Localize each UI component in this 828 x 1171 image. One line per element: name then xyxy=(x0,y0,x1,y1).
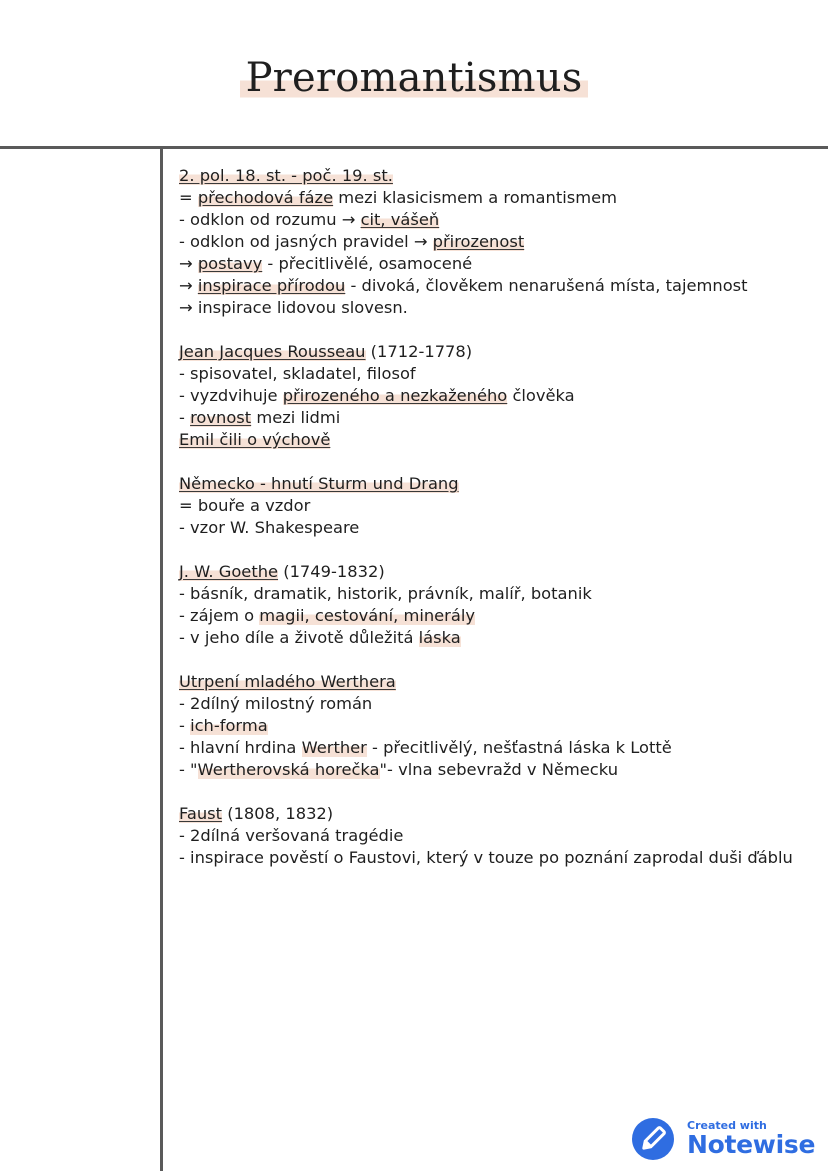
work-heading xyxy=(179,671,819,693)
horizontal-divider xyxy=(0,146,828,149)
highlight-text: postavy xyxy=(197,254,263,273)
work-years: (1808, 1832) xyxy=(222,804,334,823)
note-line xyxy=(179,209,819,231)
author-name: Jean Jacques Rousseau xyxy=(179,342,366,361)
text: - odklon od rozumu → xyxy=(179,210,361,229)
text: "- vlna sebevražd v Německu xyxy=(379,760,619,779)
work-title-text: Emil čili o výchově xyxy=(179,430,331,449)
notes-content xyxy=(179,165,819,869)
note-line: - vzor W. Shakespeare xyxy=(179,518,360,537)
note-line xyxy=(179,253,819,275)
note-line xyxy=(179,605,819,627)
note-line xyxy=(179,627,819,649)
author-name: J. W. Goethe xyxy=(179,562,279,581)
note-line xyxy=(179,275,819,297)
text: - přecitlivělé, osamocené xyxy=(262,254,473,273)
text: - v jeho díle a životě důležitá xyxy=(179,628,419,647)
title-wrap xyxy=(0,50,828,106)
highlight-text: Wertherovská horečka xyxy=(197,760,380,779)
work-name: Faust xyxy=(179,804,223,823)
note-line: - inspirace pověstí o Faustovi, který v touze po poznání zaprodal duši ďáblu xyxy=(179,848,793,867)
highlight-text: přirozeného a nezkaženého xyxy=(282,386,508,405)
period-heading-text: 2. pol. 18. st. - poč. 19. st. xyxy=(179,166,393,185)
note-line xyxy=(179,231,819,253)
author-years: (1749-1832) xyxy=(278,562,385,581)
note-line: - básník, dramatik, historik, právník, malíř, botanik xyxy=(179,584,592,603)
margin-line xyxy=(160,146,163,1171)
spacer xyxy=(179,781,819,803)
work-heading-text: Utrpení mladého Werthera xyxy=(179,672,396,691)
highlight-text: inspirace přírodou xyxy=(197,276,346,295)
note-line: - 2dílný milostný román xyxy=(179,694,373,713)
note-line xyxy=(179,715,819,737)
text: - přecitlivělý, nešťastná láska k Lottě xyxy=(366,738,672,757)
notewise-badge xyxy=(632,1116,822,1162)
author-heading xyxy=(179,341,819,363)
highlight-text: cit, vášeň xyxy=(360,210,440,229)
period-heading xyxy=(179,165,819,187)
text: = xyxy=(179,188,198,207)
spacer xyxy=(179,649,819,671)
spacer xyxy=(179,319,819,341)
note-line: = bouře a vzdor xyxy=(179,496,311,515)
text: - xyxy=(179,716,191,735)
movement-heading-text: Německo - hnutí Sturm und Drang xyxy=(179,474,459,493)
work-title xyxy=(179,429,819,451)
badge-brand: Notewise xyxy=(687,1130,816,1159)
highlight-text: Werther xyxy=(301,738,367,757)
note-line xyxy=(179,187,819,209)
page-title: Preromantismus xyxy=(240,55,589,101)
text: mezi klasicismem a romantismem xyxy=(333,188,617,207)
highlight-text: magii, cestování, minerály xyxy=(259,606,476,625)
note-line xyxy=(179,737,819,759)
text: člověka xyxy=(507,386,575,405)
text: - vyzdvihuje xyxy=(179,386,283,405)
note-line: → inspirace lidovou slovesn. xyxy=(179,298,408,317)
highlight-text: přechodová fáze xyxy=(197,188,334,207)
author-years: (1712-1778) xyxy=(365,342,473,361)
text: - hlavní hrdina xyxy=(179,738,302,757)
highlight-text: rovnost xyxy=(190,408,252,427)
note-line xyxy=(179,385,819,407)
spacer xyxy=(179,451,819,473)
note-line: - 2dílná veršovaná tragédie xyxy=(179,826,404,845)
spacer xyxy=(179,539,819,561)
badge-caption: Created with xyxy=(687,1119,767,1132)
pencil-icon xyxy=(632,1118,674,1160)
text: → xyxy=(179,276,198,295)
note-line xyxy=(179,407,819,429)
movement-heading xyxy=(179,473,819,495)
highlight-text: přirozenost xyxy=(432,232,525,251)
highlight-text: ich-forma xyxy=(190,716,268,735)
text: mezi lidmi xyxy=(251,408,341,427)
text: - divoká, člověkem nenarušená místa, tajemnost xyxy=(345,276,748,295)
author-heading xyxy=(179,561,819,583)
text: - xyxy=(179,408,191,427)
text: - zájem o xyxy=(179,606,260,625)
note-line xyxy=(179,759,819,781)
text: → xyxy=(179,254,198,273)
text: - odklon od jasných pravidel → xyxy=(179,232,433,251)
work-heading xyxy=(179,803,819,825)
text: - " xyxy=(179,760,198,779)
note-line: - spisovatel, skladatel, filosof xyxy=(179,364,416,383)
highlight-text: láska xyxy=(418,628,461,647)
